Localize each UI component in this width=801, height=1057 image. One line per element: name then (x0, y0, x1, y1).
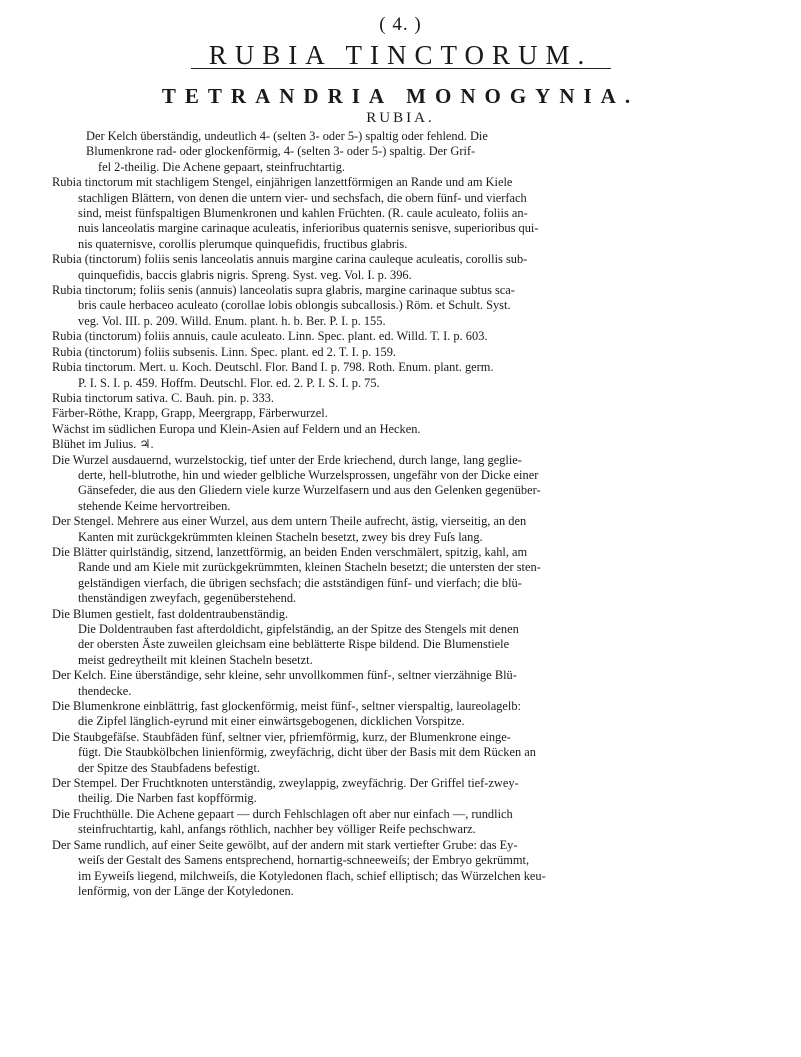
description-paragraph (52, 807, 749, 838)
text-line: Der Stengel. Mehrere aus einer Wurzel, aus dem untern Theile aufrecht, ästig, vierseitig, an den (52, 514, 527, 529)
text-line: lenförmig, von der Länge der Kotyledonen. (78, 883, 294, 898)
text-line: Wächst im südlichen Europa und Klein-Asien auf Feldern und an Hecken. (52, 421, 421, 436)
text-line: P. I. S. I. p. 459. Hoffm. Deutschl. Flor. ed. 2. P. I. S. I. p. 75. (78, 375, 380, 390)
description-paragraph (52, 607, 749, 669)
text-line: thenständigen zweyfach, gegenüberstehend. (78, 591, 297, 606)
text-line: nuis lanceolatis margine carinaque aculeatis, inferioribus quaternis senisve, superioribus qui- (78, 221, 539, 236)
text-line: theilig. Die Narben fast kopfförmig. (78, 791, 257, 806)
description-section (52, 453, 749, 900)
text-line: Rubia (tinctorum) foliis senis lanceolatis annuis margine carina cauleque aculeatis, corollis sub- (52, 252, 528, 267)
genus-heading: RUBIA. (366, 110, 435, 126)
synonym-entry (52, 283, 749, 329)
description-paragraph (52, 699, 749, 730)
genus-description (52, 129, 749, 175)
class-heading: TETRANDRIA MONOGYNIA. (161, 84, 640, 108)
text-line: Die Doldentrauben fast afterdoldicht, gipfelständig, an der Spitze des Stengels mit denen (78, 622, 519, 636)
text-line: quinquefidis, baccis glabris nigris. Spreng. Syst. veg. Vol. I. p. 396. (78, 267, 412, 282)
text-line: im Eyweiſs liegend, milchweiſs, die Kotyledonen flach, schief elliptisch; das Würzelchen keu- (78, 868, 546, 883)
text-line: Der Stempel. Der Fruchtknoten unterständig, zweylappig, zweyfächrig. Der Griffel tief-zwey- (52, 776, 519, 791)
text-line: gelständigen vierfach, die übrigen sechsfach; die astständigen fünf- und vierfach; die blü- (78, 575, 522, 590)
text-line: Der Kelch. Eine überständige, sehr kleine, sehr unvollkommen fünf-, seltner vierzähnige Blü- (52, 668, 517, 683)
text-line: Die Blätter quirlständig, sitzend, lanzettförmig, an beiden Enden verschmälert, spitzig, kahl, am (52, 544, 528, 559)
synonym-entry (52, 422, 749, 437)
synonym-entry (52, 175, 749, 252)
document-page (0, 14, 801, 1057)
synonym-entry (52, 437, 749, 452)
synonym-entry (52, 329, 749, 344)
text-line: Der Kelch überständig, undeutlich 4- (selten 3- oder 5-) spaltig oder fehlend. Die (86, 129, 488, 143)
text-line: stachligen Blättern, von denen die untern vier- und sechsfach, die obern fünf- und vierfach (78, 190, 527, 205)
text-line: Rubia tinctorum mit stachligem Stengel, einjährigen lanzettförmigen an Rande und am Kiele (52, 175, 513, 190)
text-line: meist gedreytheilt mit kleinen Stacheln besetzt. (78, 652, 313, 667)
description-paragraph (52, 776, 749, 807)
text-line: Rubia tinctorum sativa. C. Bauh. pin. p. 333. (52, 390, 274, 405)
text-line: sind, meist fünfspaltigen Blumenkronen und kahlen Früchten. (R. caule aculeato, foliis an- (78, 206, 528, 221)
synonymy-section (52, 175, 749, 452)
text-line: thendecke. (78, 683, 132, 698)
description-paragraph (52, 453, 749, 515)
text-line: die Zipfel länglich-eyrund mit einer einwärtsgebogenen, dicklichen Vorspitze. (78, 714, 465, 729)
text-line: der obersten Äste zuweilen gleichsam eine beblätterte Rispe bildend. Die Blumenstiele (78, 637, 510, 652)
text-line: Die Staubgefäſse. Staubfäden fünf, seltner vier, pfriemförmig, kurz, der Blumenkrone einge- (52, 729, 511, 744)
text-line: bris caule herbaceo aculeato (corollae lobis oblongis subcallosis.) Röm. et Schult. Syst. (78, 298, 511, 313)
text-line: fügt. Die Staubkölbchen linienförmig, zweyfächrig, dicht über der Basis mit dem Rücken an (78, 745, 536, 760)
text-line: der Spitze des Staubfadens befestigt. (78, 760, 261, 775)
text-line: fel 2-theilig. Die Achene gepaart, steinfruchtartig. (98, 159, 346, 174)
text-line: weiſs der Gestalt des Samens entsprechend, hornartig-schneeweiſs; der Embryo gekrümmt, (78, 853, 530, 868)
text-line: Blühet im Julius. ♃. (52, 437, 154, 452)
description-paragraph (52, 838, 749, 900)
text-line: Rubia (tinctorum) foliis annuis, caule aculeato. Linn. Spec. plant. ed. Willd. T. I. p. 603. (52, 329, 488, 344)
text-line: Gänsefeder, die aus den Gliedern viele kurze Wurzelfasern und aus den Gelenken gegenüber- (78, 483, 541, 498)
synonym-entry (52, 252, 749, 283)
text-line: Die Fruchthülle. Die Achene gepaart — durch Fehlschlagen oft aber nur einfach —, rundlich (52, 806, 513, 821)
synonym-entry (52, 345, 749, 360)
text-line: Die Wurzel ausdauernd, wurzelstockig, tief unter der Erde kriechend, durch lange, lang geglie- (52, 452, 522, 467)
text-line: Rubia tinctorum; foliis senis (annuis) lanceolatis supra glabris, margine carinaque subtus sca- (52, 283, 515, 298)
description-paragraph (52, 668, 749, 699)
text-line: Kanten mit zurückgekrümmten kleinen Stacheln besetzt, zwey bis drey Fuſs lang. (78, 529, 483, 544)
text-line: Der Same rundlich, auf einer Seite gewölbt, auf der andern mit stark vertiefter Grube: das Ey- (52, 837, 518, 852)
species-title (52, 40, 749, 76)
synonym-entry (52, 391, 749, 406)
text-line: Blumenkrone rad- oder glockenförmig, 4- (selten 3- oder 5-) spaltig. Der Grif- (86, 144, 476, 159)
synonym-entry (52, 360, 749, 391)
text-line: Die Blumen gestielt, fast doldentraubenständig. (52, 606, 289, 621)
body-text (52, 129, 749, 899)
page-number: ( 4. ) (379, 14, 422, 35)
text-line: stehende Keime hervortreiben. (78, 498, 231, 513)
description-paragraph (52, 545, 749, 607)
description-paragraph (52, 730, 749, 776)
text-line: steinfruchtartig, kahl, anfangs röthlich, nachher bey völliger Reife pechschwarz. (78, 822, 476, 837)
synonym-entry (52, 406, 749, 421)
text-line: Rande und am Kiele mit zurückgekrümmten, kleinen Stacheln besetzt; die untersten der sten- (78, 560, 541, 575)
species-title-text: RUBIA TINCTORUM. (208, 40, 593, 70)
text-line: nis quaternisve, corollis plerumque quinquefidis, fructibus glabris. (78, 236, 408, 251)
text-line: Die Blumenkrone einblättrig, fast glockenförmig, meist fünf-, seltner vierspaltig, laureolagelb: (52, 699, 521, 714)
description-paragraph (52, 514, 749, 545)
text-line: Rubia (tinctorum) foliis subsenis. Linn. Spec. plant. ed 2. T. I. p. 159. (52, 344, 397, 359)
text-line: veg. Vol. III. p. 209. Willd. Enum. plant. h. b. Ber. P. I. p. 155. (78, 313, 386, 328)
text-line: Rubia tinctorum. Mert. u. Koch. Deutschl. Flor. Band I. p. 798. Roth. Enum. plant. germ. (52, 360, 494, 375)
text-line: Färber-Röthe, Krapp, Grapp, Meergrapp, Färberwurzel. (52, 406, 328, 421)
text-line: derte, hell-blutrothe, hin und wieder gelbliche Wurzelsprossen, ungefähr von der Dicke einer (78, 467, 539, 482)
